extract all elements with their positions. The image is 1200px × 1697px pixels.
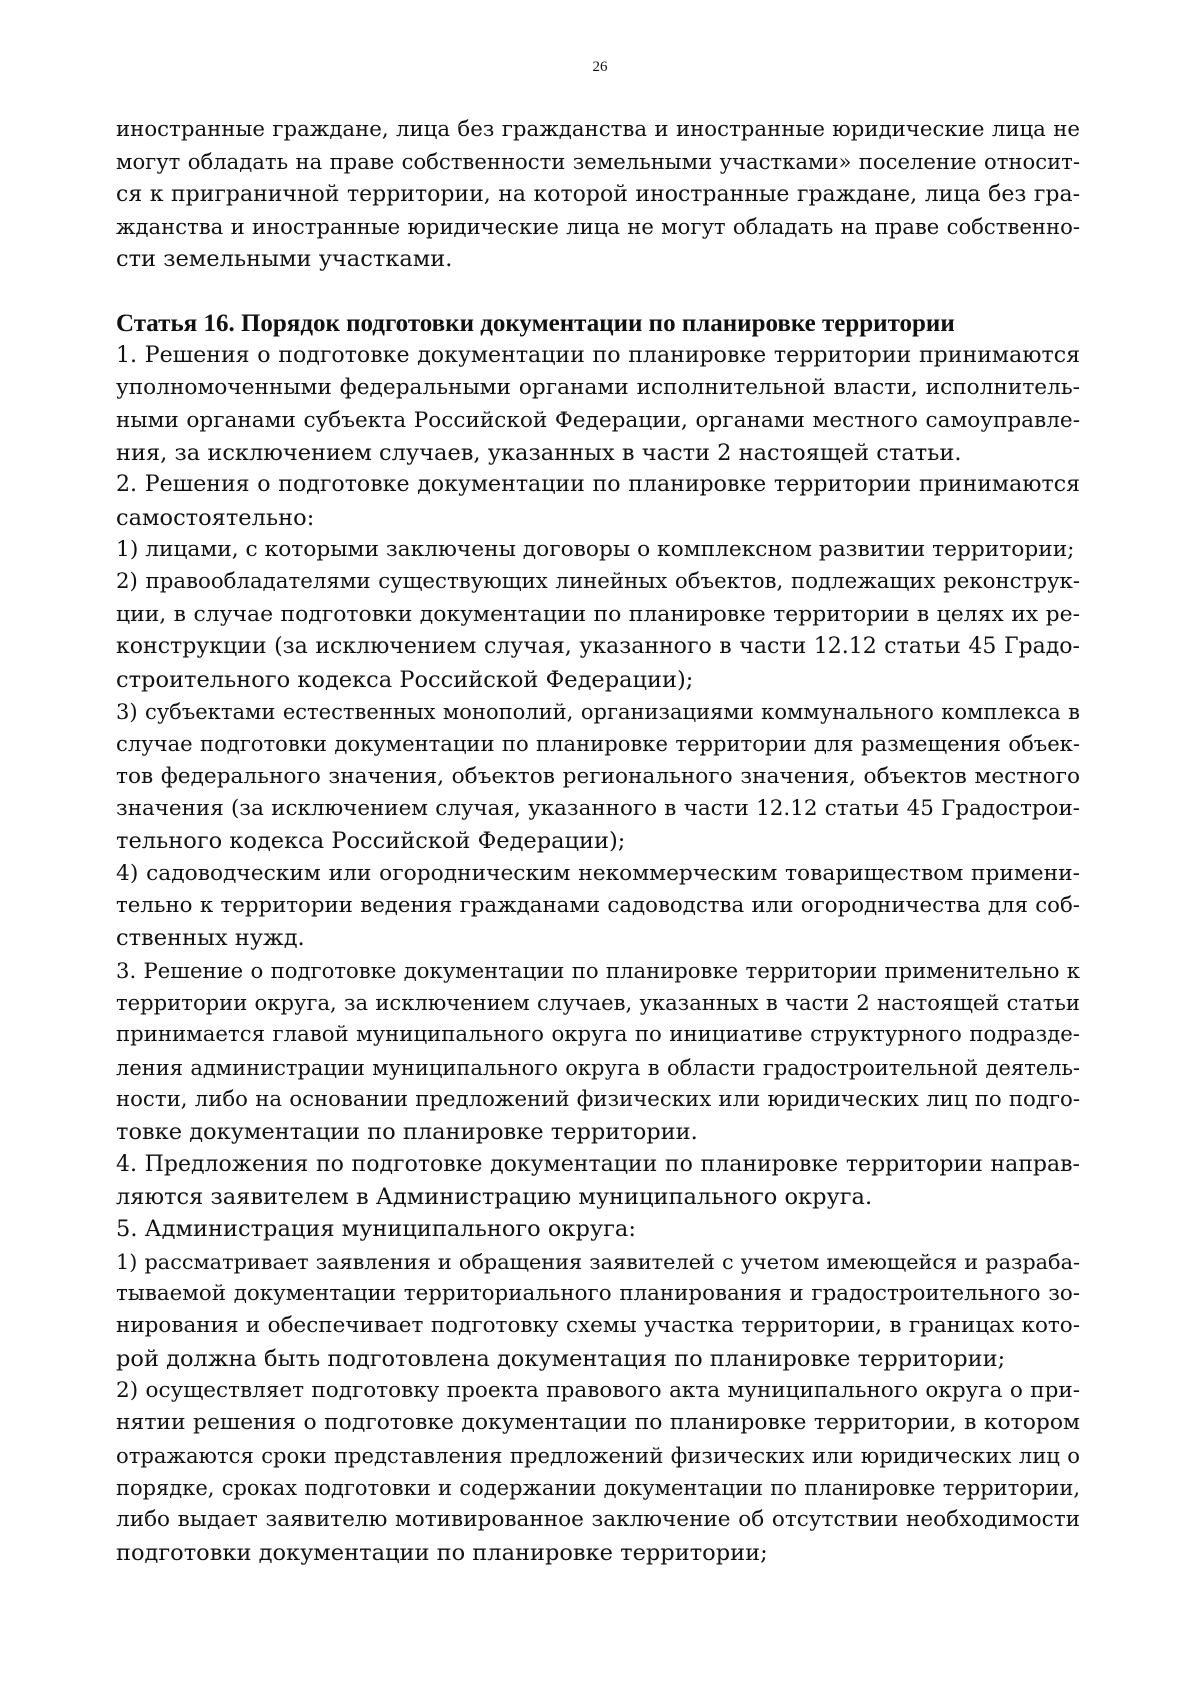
- text-line: 4) садоводческим или огородническим некоммерческим товариществом примени-: [116, 860, 1080, 886]
- text-line: тов федерального значения, объектов регионального значения, объектов местного: [116, 763, 1080, 789]
- text-line: ными органами субъекта Российской Федерации, органами местного самоуправле-: [116, 407, 1080, 433]
- paragraph-gap: [116, 276, 1080, 308]
- text-line: 1. Решения о подготовке документации по планировке территории принимаются: [116, 343, 1080, 369]
- text-line: либо выдает заявителю мотивированное заключение об отсутствии необходимости: [116, 1507, 1080, 1533]
- text-line: 3) субъектами естественных монополий, организациями коммунального комплекса в: [116, 698, 1080, 724]
- article-item-5-1: [116, 1246, 1080, 1375]
- text-line: нирования и обеспечивает подготовку схемы участка территории, в границах кото-: [116, 1313, 1080, 1339]
- article-item-2-1: [116, 534, 1080, 566]
- article-item-5-2: [116, 1375, 1080, 1569]
- article-item-2-3: [116, 696, 1080, 858]
- text-line: ления администрации муниципального округа в области градостроительной деятель-: [116, 1055, 1080, 1080]
- article-item-3: [116, 955, 1080, 1149]
- text-line: 5. Администрация муниципального округа:: [116, 1216, 636, 1243]
- text-line: ляются заявителем в Администрацию муниципального округа.: [116, 1184, 873, 1210]
- text-line: нятии решения о подготовке документации по планировке территории, в котором: [116, 1410, 1080, 1436]
- text-line: принимается главой муниципального округа по инициативе структурного подразде-: [116, 1022, 1080, 1048]
- text-line: ции, в случае подготовки документации по планировке территории в целях их ре-: [116, 601, 1080, 627]
- text-line: самостоятельно:: [116, 504, 315, 531]
- text-line: 1) рассматривает заявления и обращения заявителей с учетом имеющейся и разраба-: [116, 1249, 1080, 1274]
- text-line: ния, за исключением случаев, указанных в части 2 настоящей статьи.: [116, 440, 962, 467]
- text-line: значения (за исключением случая, указанного в части 12.12 статьи 45 Градострои-: [116, 795, 1080, 821]
- text-line: 2. Решения о подготовке документации по планировке территории принимаются: [116, 472, 1080, 498]
- page-number: 26: [592, 59, 608, 75]
- article-item-1: [116, 340, 1080, 469]
- text-line: ственных нужд.: [116, 925, 305, 952]
- text-line: порядке, сроках подготовки и содержании документации по планировке территории,: [116, 1476, 1080, 1501]
- text-line: жданства и иностранные юридические лица не могут обладать на праве собственно-: [116, 214, 1080, 240]
- article-item-2: [116, 469, 1080, 534]
- text-line: подготовки документации по планировке территории;: [116, 1539, 768, 1566]
- text-line: тельного кодекса Российской Федерации);: [116, 828, 626, 855]
- text-line: сти земельными участками.: [116, 246, 453, 273]
- text-line: могут обладать на праве собственности земельными участками» поселение относит-: [116, 149, 1080, 175]
- text-line: 3. Решение о подготовке документации по планировке территории применительно к: [116, 957, 1080, 983]
- text-line: строительного кодекса Российской Федерации);: [116, 666, 694, 693]
- text-line: рой должна быть подготовлена документация по планировке территории;: [116, 1345, 1006, 1372]
- text-line: отражаются сроки представления предложений физических или юридических лиц о: [116, 1442, 1080, 1468]
- text-line: тываемой документации территориального планирования и градостроительного зо-: [116, 1281, 1080, 1307]
- article-item-5: [116, 1213, 1080, 1245]
- article-heading: Статья 16. Порядок подготовки документации по планировке территории: [116, 309, 955, 337]
- article-16: [116, 308, 1080, 1569]
- text-line: случае подготовки документации по планировке территории для размещения объек-: [116, 731, 1080, 757]
- page-content: [116, 114, 1080, 1569]
- text-line: товке документации по планировке территории.: [116, 1119, 698, 1146]
- text-line: 1) лицами, с которыми заключены договоры о комплексном развитии территории;: [116, 537, 1075, 563]
- text-line: территории округа, за исключением случаев, указанных в части 2 настоящей статьи: [116, 989, 1080, 1015]
- paragraph-intro: [116, 114, 1080, 276]
- article-item-2-2: [116, 566, 1080, 695]
- text-line: тельно к территории ведения гражданами садоводства или огородничества для соб-: [116, 892, 1080, 918]
- text-line: конструкции (за исключением случая, указанного в части 12.12 статьи 45 Градо-: [116, 634, 1080, 660]
- text-line: уполномоченными федеральными органами исполнительной власти, исполнитель-: [116, 375, 1080, 401]
- article-item-2-4: [116, 858, 1080, 955]
- article-item-4: [116, 1149, 1080, 1214]
- text-line: ности, либо на основании предложений физических или юридических лиц по подго-: [116, 1086, 1080, 1112]
- text-line: иностранные граждане, лица без гражданства и иностранные юридические лица не: [116, 117, 1080, 142]
- text-line: 2) осуществляет подготовку проекта правового акта муниципального округа о при-: [116, 1378, 1080, 1404]
- text-line: 4. Предложения по подготовке документации по планировке территории направ-: [116, 1151, 1080, 1177]
- text-line: 2) правообладателями существующих линейных объектов, подлежащих реконструк-: [116, 569, 1080, 595]
- text-line: ся к приграничной территории, на которой иностранные граждане, лица без гра-: [116, 181, 1080, 207]
